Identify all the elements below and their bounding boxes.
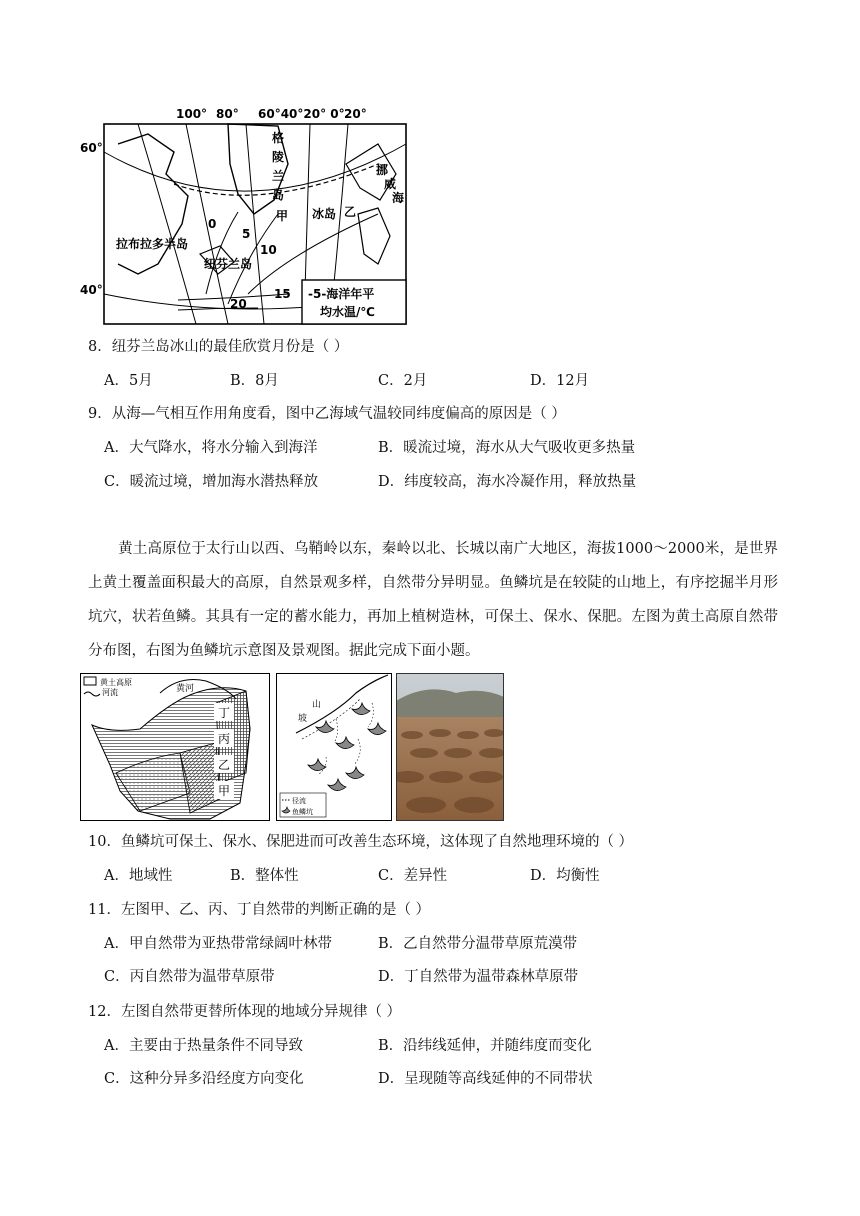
greenland-char: 兰 [272,169,285,183]
loess-plateau-zone-map [80,673,270,821]
legend-river-label: 河流 [102,688,118,697]
map-figure [78,104,410,326]
legend-plateau-label: 黄土高原 [100,678,132,687]
q11-option-c[interactable]: C．丙自然带为温带草原带 [104,969,275,985]
labrador-label: 拉布拉多半岛 [116,237,189,251]
isotherm-label: 5 [242,227,251,241]
q12-option-d[interactable]: D．呈现随等高线延伸的不同带状 [378,1071,593,1087]
fish-scale-pit-diagram [276,673,392,821]
q8-option-b[interactable]: B．8月 [230,373,279,389]
norway-label: 挪 威 海 [376,163,405,205]
question-10-stem: 10．鱼鳞坑可保土、保水、保肥进而可改善生态环境，这体现了自然地理环境的（ ） [88,834,634,850]
zone-yi-label: 乙 [218,758,231,772]
passage [88,532,778,668]
q12-option-c[interactable]: C．这种分异多沿经度方向变化 [104,1071,304,1087]
lon-label: 100° [176,107,208,121]
q8-option-a[interactable]: A．5月 [104,373,153,389]
north-atlantic-map [78,104,410,326]
legend-text-2: 均水温/℃ [320,305,375,319]
q10-option-c[interactable]: C．差异性 [378,868,448,884]
yi-label: 乙 [344,205,357,219]
lon-label: 80° [216,107,239,121]
slope-label-top: 山 [312,700,322,710]
greenland-char: 陵 [272,150,285,164]
lon-label: 20° [344,107,367,121]
isotherm-label: 15 [274,287,291,301]
zone-bing-label: 丙 [218,732,231,746]
newfoundland-label: 纽芬兰岛 [204,257,253,271]
lat-label: 60° [80,141,103,155]
isotherm-label: 20 [230,297,247,311]
slope-label-bottom: 坡 [298,714,308,724]
zone-ding-label: 丁 [218,706,231,720]
q10-option-b[interactable]: B．整体性 [230,868,299,884]
lon-label: 60°40°20° 0° [258,107,345,121]
q9-option-c[interactable]: C．暖流过境，增加海水潜热释放 [104,474,319,490]
isotherm-label: 10 [260,243,277,257]
q9-option-d[interactable]: D．纬度较高，海水冷凝作用，释放热量 [378,474,637,490]
jia-label: 甲 [276,209,289,223]
q11-option-b[interactable]: B．乙自然带分温带草原荒漠带 [378,936,578,952]
legend-runoff-label: 径流 [292,797,306,805]
isotherm-label: 0 [208,217,217,231]
lat-label: 40° [80,283,103,297]
q11-option-a[interactable]: A．甲自然带为亚热带常绿阔叶林带 [104,936,332,952]
question-8-stem: 8．纽芬兰岛冰山的最佳欣赏月份是（ ） [88,339,349,355]
zone-map-figure [80,673,270,821]
q10-option-a[interactable]: A．地域性 [104,868,173,884]
q8-option-d[interactable]: D．12月 [530,373,590,389]
question-11-stem: 11．左图甲、乙、丙、丁自然带的判断正确的是（ ） [88,902,431,918]
yellow-river-label: 黄河 [176,684,195,694]
question-12-stem: 12．左图自然带更替所体现的地域分异规律（ ） [88,1004,402,1020]
legend-pit-label: 鱼鳞坑 [292,808,313,816]
q9-option-b[interactable]: B．暖流过境，海水从大气吸收更多热量 [378,440,636,456]
q8-option-c[interactable]: C．2月 [378,373,428,389]
pit-diagram-figure [276,673,392,821]
photo-figure [396,673,504,821]
fish-scale-pit-photo [396,673,504,821]
zone-jia-label: 甲 [218,784,231,798]
legend-text-1: -5-海洋年平 [308,287,375,301]
iceland-label: 冰岛 [312,207,337,221]
passage-text: 黄土高原位于太行山以西、乌鞘岭以东，秦岭以北、长城以南广大地区，海拔1000～2000米，是世界上黄土覆盖面积最大的高原，自然景观多样，自然带分异明显。鱼鳞坑是在较陡的山地上，有序挖掘半月形坑穴，状若鱼鳞。其具有一定的蓄水能力，再加上植树造林，可保土、保水、保肥。左图为黄土高原自然带分布图，右图为鱼鳞坑示意图及景观图。据此完成下面小题。 [88,541,778,659]
q10-option-d[interactable]: D．均衡性 [530,868,600,884]
q12-option-a[interactable]: A．主要由于热量条件不同导致 [104,1038,303,1054]
greenland-char: 格 [272,131,285,145]
q9-option-a[interactable]: A．大气降水，将水分输入到海洋 [104,440,318,456]
q12-option-b[interactable]: B．沿纬线延伸，并随纬度而变化 [378,1038,592,1054]
question-9-stem: 9．从海—气相互作用角度看，图中乙海域气温较同纬度偏高的原因是（ ） [88,406,566,422]
greenland-char: 岛 [272,188,285,202]
q11-option-d[interactable]: D．丁自然带为温带森林草原带 [378,969,579,985]
